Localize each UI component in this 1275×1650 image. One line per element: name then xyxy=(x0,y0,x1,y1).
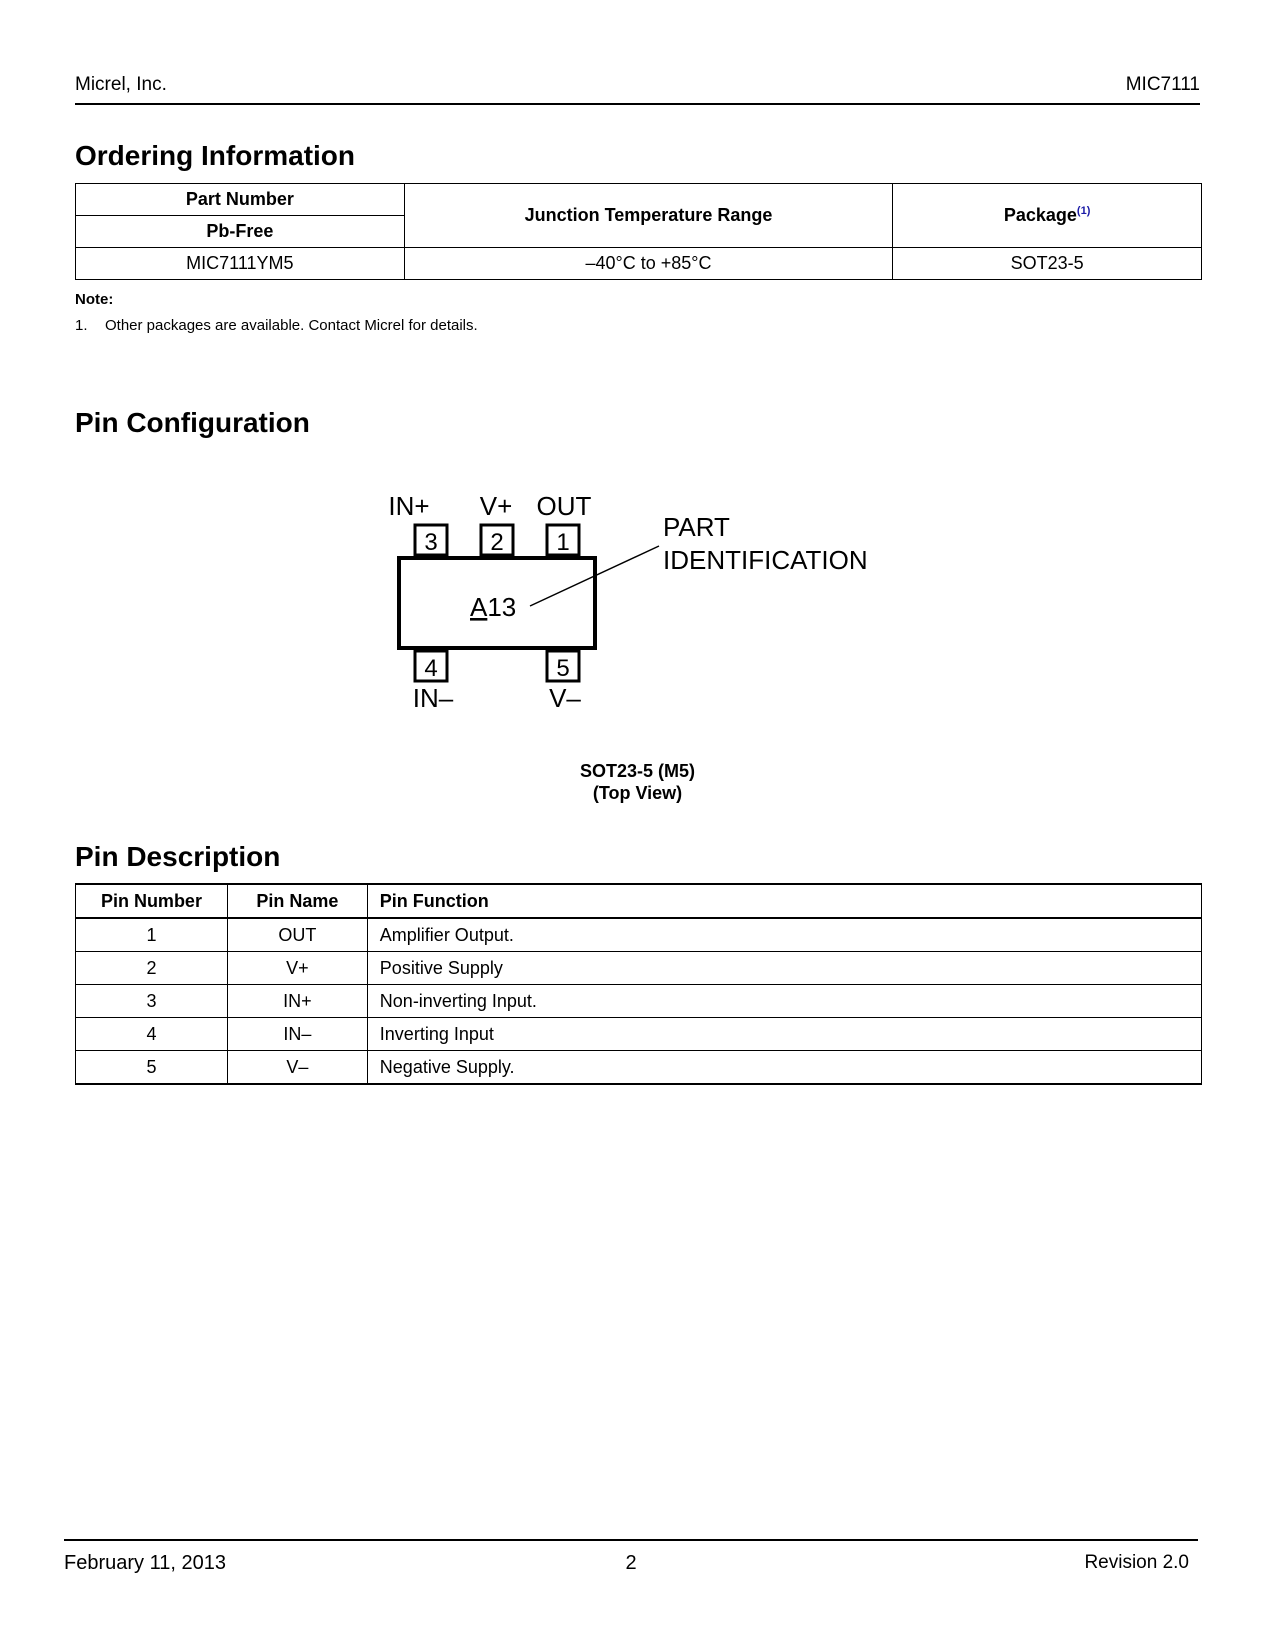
pin-number-cell: 1 xyxy=(76,918,228,952)
note-number: 1. xyxy=(75,317,88,334)
sot23-pinout-diagram xyxy=(380,478,900,728)
ordering-part: MIC7111YM5 xyxy=(76,248,405,280)
sot23-diagram-svg xyxy=(380,478,900,728)
pin-function-cell: Positive Supply xyxy=(367,952,1201,985)
pin-4-number: 4 xyxy=(424,655,438,682)
note-title: Note: xyxy=(75,291,114,308)
pin-number-cell: 4 xyxy=(76,1018,228,1051)
pin-function-cell: Negative Supply. xyxy=(367,1051,1201,1085)
callout-identification: IDENTIFICATION xyxy=(663,545,868,575)
pin-name-cell: V– xyxy=(227,1051,367,1085)
header-divider xyxy=(75,103,1200,105)
ordering-table xyxy=(75,183,1202,280)
note-text: Other packages are available. Contact Micrel for details. xyxy=(105,317,478,334)
pin-number-cell: 2 xyxy=(76,952,228,985)
pin-description-table xyxy=(75,883,1202,1085)
pin-name-cell: IN+ xyxy=(227,985,367,1018)
pin-3-number: 3 xyxy=(424,529,438,556)
ordering-header-package: Package$^{(1)}$ xyxy=(893,184,1202,248)
footer-date: February 11, 2013 xyxy=(64,1552,226,1574)
pin-function-cell: Inverting Input xyxy=(367,1018,1201,1051)
pin-label-in-plus: IN+ xyxy=(388,491,430,521)
footer-page-number: 2 xyxy=(625,1552,637,1574)
header-company: Micrel, Inc. xyxy=(75,74,167,95)
table-row xyxy=(76,952,1202,985)
table-row xyxy=(76,918,1202,952)
table-row xyxy=(76,1018,1202,1051)
part-marking: A13 xyxy=(470,592,517,622)
pin-description-section-title: Pin Description xyxy=(75,841,281,872)
pin-number-cell: 3 xyxy=(76,985,228,1018)
package-note-ref[interactable]: (1) xyxy=(1076,205,1091,217)
footer-divider xyxy=(64,1539,1198,1541)
pin-function-cell: Amplifier Output. xyxy=(367,918,1201,952)
pin-name-cell: V+ xyxy=(227,952,367,985)
ordering-temp: –40°C to +85°C xyxy=(404,248,893,280)
footer-revision: Revision 2.0 xyxy=(1084,1552,1189,1573)
diagram-caption-view: (Top View) xyxy=(592,783,683,803)
col-header-pin-function: Pin Function xyxy=(367,884,1201,918)
pin-label-v-minus: V– xyxy=(549,683,581,713)
diagram-caption-package: SOT23-5 (M5) xyxy=(579,761,696,781)
pin-2-number: 2 xyxy=(490,529,504,556)
pin-name-cell: IN– xyxy=(227,1018,367,1051)
pin-label-v-plus: V+ xyxy=(479,491,513,521)
table-row xyxy=(76,1051,1202,1085)
col-header-pin-number: Pin Number xyxy=(76,884,228,918)
pin-config-section-title: Pin Configuration xyxy=(75,407,310,438)
ordering-package: SOT23-5 xyxy=(893,248,1202,280)
ordering-section-title: Ordering Information xyxy=(75,140,355,171)
pin-number-cell: 5 xyxy=(76,1051,228,1085)
callout-part: PART xyxy=(663,512,730,542)
pin-label-in-minus: IN– xyxy=(412,683,454,713)
col-header-pin-name: Pin Name xyxy=(227,884,367,918)
table-row xyxy=(76,985,1202,1018)
ordering-row xyxy=(76,248,1202,280)
pin-1-number: 1 xyxy=(556,529,570,556)
ordering-header-pb-free: Pb-Free xyxy=(76,216,405,248)
pin-label-out: OUT xyxy=(536,491,592,521)
header-part-number: MIC7111 xyxy=(1125,74,1200,95)
pin-function-cell: Non-inverting Input. xyxy=(367,985,1201,1018)
pin-name-cell: OUT xyxy=(227,918,367,952)
ordering-header-part-number: Part Number xyxy=(76,184,405,216)
pin-5-number: 5 xyxy=(556,655,570,682)
ordering-header-temp: Junction Temperature Range xyxy=(404,184,893,248)
